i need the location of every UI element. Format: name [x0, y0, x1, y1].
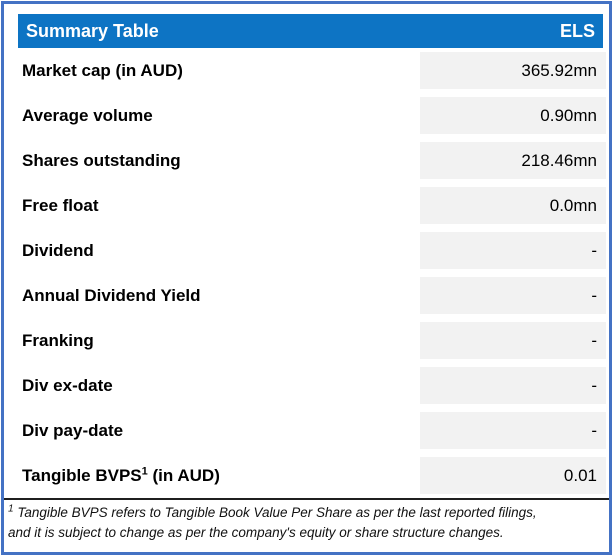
- row-label: Market cap (in AUD): [22, 60, 183, 80]
- row-value: 0.01: [420, 457, 606, 494]
- row-value: -: [420, 322, 606, 359]
- footnote-line-2: and it is subject to change as per the company's equity or share structure changes.: [8, 525, 504, 540]
- table-row: [4, 138, 609, 183]
- row-value: -: [420, 277, 606, 314]
- row-label: Franking: [22, 330, 94, 350]
- table-row: [4, 408, 609, 453]
- footnote: [8, 503, 607, 543]
- row-label: Dividend: [22, 240, 94, 260]
- table-row: [4, 228, 609, 273]
- table-row: [4, 93, 609, 138]
- row-label: Annual Dividend Yield: [22, 285, 201, 305]
- row-label: Average volume: [22, 105, 153, 125]
- row-value: 365.92mn: [420, 52, 606, 89]
- row-value: -: [420, 232, 606, 269]
- row-label: Free float: [22, 195, 99, 215]
- table-row: [4, 183, 609, 228]
- footnote-divider: [4, 498, 609, 500]
- table-body: [4, 48, 609, 498]
- table-row: [4, 48, 609, 93]
- row-value: -: [420, 412, 606, 449]
- row-label: Div ex-date: [22, 375, 113, 395]
- table-row: [4, 318, 609, 363]
- row-value: -: [420, 367, 606, 404]
- table-row: [4, 363, 609, 408]
- row-value: 218.46mn: [420, 142, 606, 179]
- table-row: [4, 273, 609, 318]
- row-label: Div pay-date: [22, 420, 124, 440]
- table-header: [18, 14, 603, 48]
- ticker-badge: ELS: [559, 20, 595, 41]
- footnote-line-1: $^1$ Tangible BVPS refers to Tangible Book Value Per Share as per the last reported filings,: [8, 503, 537, 520]
- row-label: Shares outstanding: [22, 150, 181, 170]
- summary-table-card: [1, 1, 612, 555]
- table-row: [4, 453, 609, 498]
- row-value: 0.90mn: [420, 97, 606, 134]
- table-title: Summary Table: [26, 20, 159, 41]
- row-label: Tangible BVPS$^1$ (in AUD): [22, 464, 220, 485]
- row-value: 0.0mn: [420, 187, 606, 224]
